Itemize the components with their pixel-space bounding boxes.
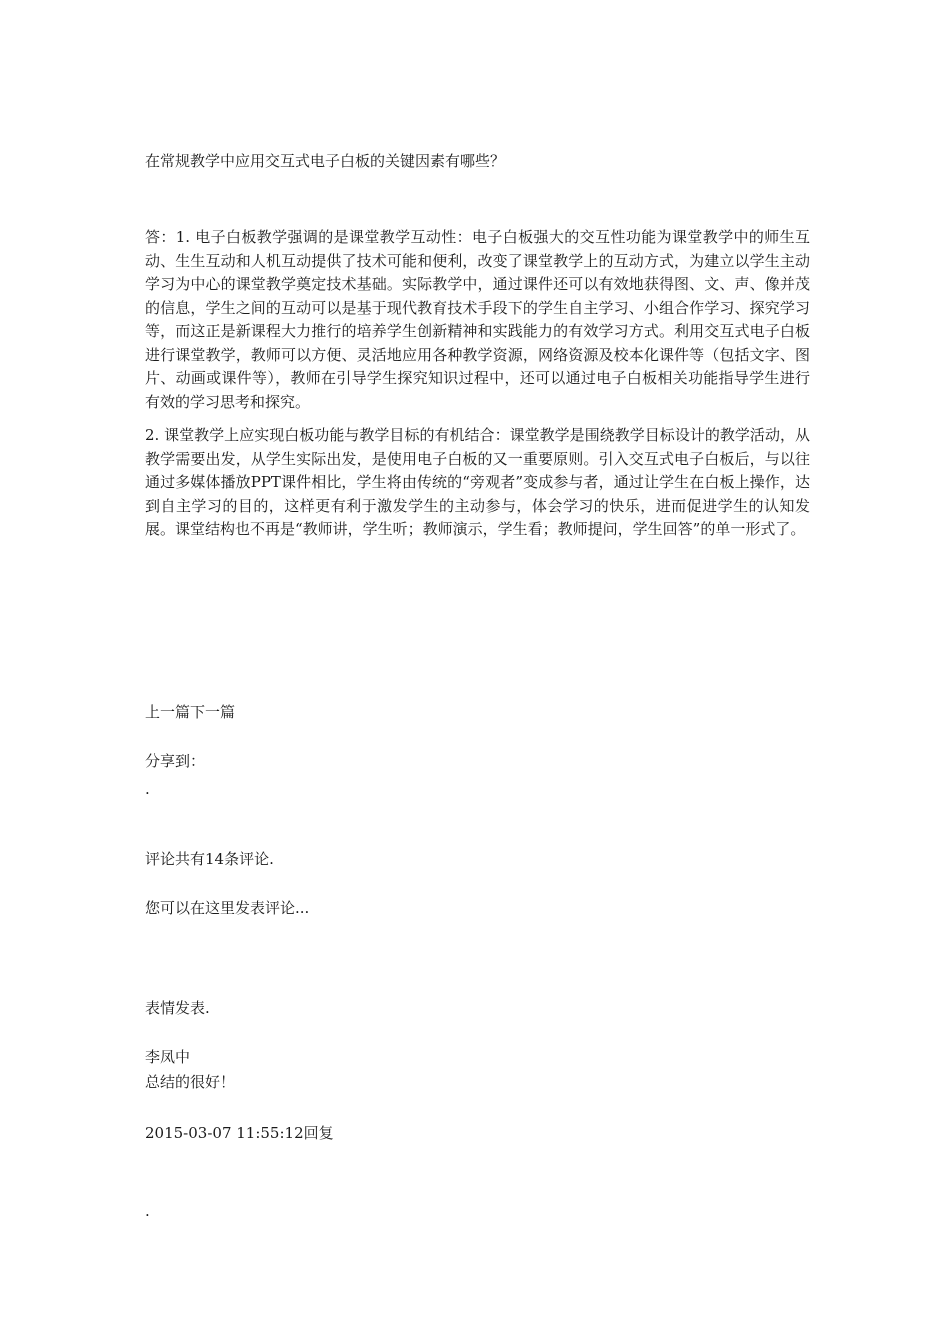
comment-time: 2015-03-07 11:55:12 bbox=[145, 1124, 304, 1142]
share-label: 分享到： bbox=[145, 752, 206, 770]
answer-paragraph-1: 答：1. 电子白板教学强调的是课堂教学互动性：电子白板强大的交互性功能为课堂教学中的师生互动、生生互动和人机互动提供了技术可能和便利，改变了课堂教学上的互动方式，为建立以学生主动学习为中心的课堂教学奠定技术基础。实际教学中，通过课件还可以有效地获得图、文、声、像并茂的信息，学生之间的互动可以是基于现代教育技术手段下的学生自主学习、小组合作学习、探究学习等，而这正是新课程大力推行的培养学生创新精神和实践能力的有效学习方式。利用交互式电子白板进行课堂教学，教师可以方便、灵活地应用各种教学资源，网络资源及校本化课件等（包括文字、图片、动画或课件等），教师在引导学生探究知识过程中，还可以通过电子白板相关功能指导学生进行有效的学习思考和探究。 bbox=[145, 228, 810, 411]
footer-dot: . bbox=[145, 1202, 150, 1220]
prev-next-links[interactable]: 上一篇下一篇 bbox=[145, 703, 236, 721]
comment-reply-link[interactable]: 回复 bbox=[303, 1124, 334, 1142]
emoji-submit-label[interactable]: 表情发表. bbox=[145, 999, 210, 1017]
answer-paragraph-2: 2. 课堂教学上应实现白板功能与教学目标的有机结合：课堂教学是围绕教学目标设计的教学活动，从教学需要出发，从学生实际出发，是使用电子白板的又一重要原则。引入交互式电子白板后，与以往通过多媒体播放PPT课件相比，学生将由传统的“旁观者”变成参与者，通过让学生在白板上操作，达到自主学习的目的，这样更有利于激发学生的主动参与，体会学习的快乐，进而促进学生的认知发展。课堂结构也不再是“教师讲，学生听；教师演示，学生看；教师提问，学生回答”的单一形式了。 bbox=[145, 426, 810, 538]
question-heading: 在常规教学中应用交互式电子白板的关键因素有哪些？ bbox=[145, 152, 506, 170]
comment-content: 总结的很好！ bbox=[145, 1073, 236, 1091]
comment-meta bbox=[145, 1122, 810, 1145]
share-dot: . bbox=[145, 780, 150, 798]
comment-count: 评论共有14条评论. bbox=[145, 850, 274, 868]
comment-author: 李凤中 bbox=[145, 1048, 191, 1066]
comment-input-prompt[interactable]: 您可以在这里发表评论... bbox=[145, 899, 310, 917]
